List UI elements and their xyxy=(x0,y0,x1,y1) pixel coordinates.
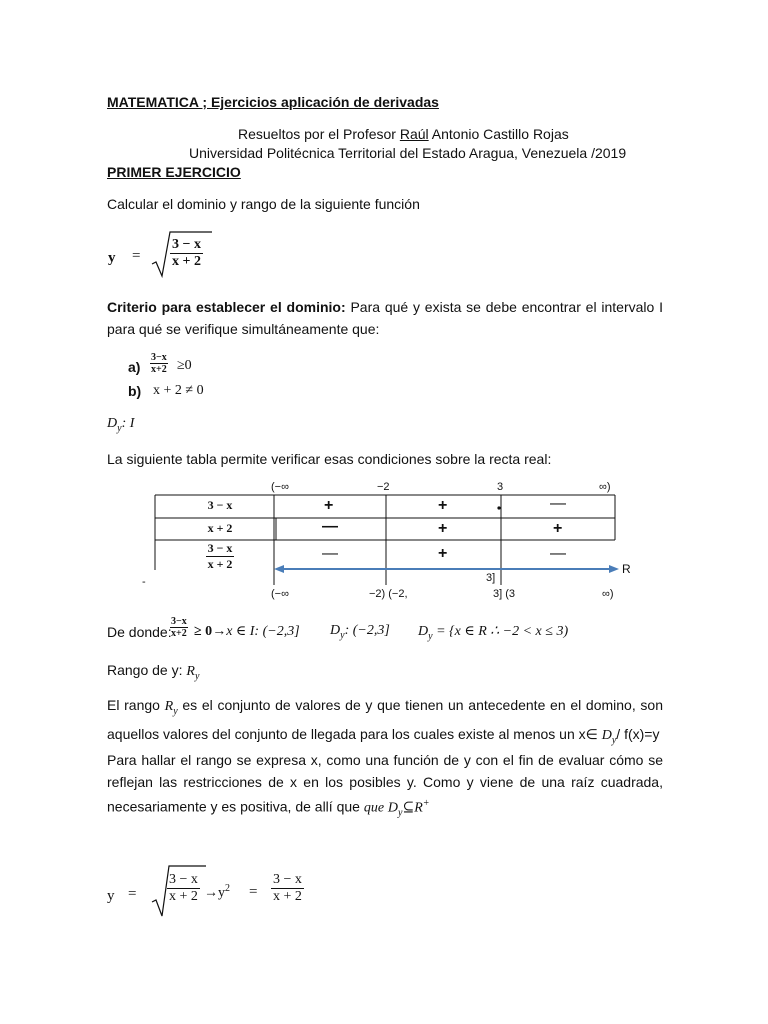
table-dash: - xyxy=(142,576,146,588)
top-tick-inf: ∞) xyxy=(599,481,611,493)
dy1-rest: : (−2,3] xyxy=(344,623,390,638)
function2-arrow xyxy=(204,883,230,902)
function2-fraction xyxy=(167,872,200,905)
dy2-rest: = {x ∈ R ∴ −2 < x ≤ 3) xyxy=(432,624,569,639)
function2-num: 3 − x xyxy=(169,872,198,887)
condition-a-den: x+2 xyxy=(151,364,167,375)
function2-den: x + 2 xyxy=(169,889,198,904)
table-intro: La siguiente tabla permite verificar esas condiciones sobre la recta real: xyxy=(107,451,552,467)
function1-num: 3 − x xyxy=(172,237,201,252)
de-donde-expr xyxy=(194,623,300,640)
top-tick-3: 3 xyxy=(497,481,504,493)
para1-dsub: y xyxy=(611,734,617,746)
para1-d: D xyxy=(601,727,612,743)
author-name: Raúl xyxy=(399,126,429,142)
institution-line: Universidad Politécnica Territorial del Estado Aragua, Venezuela /2019 xyxy=(189,145,627,161)
de-donde-dy1 xyxy=(330,623,390,641)
rango-paragraph xyxy=(107,694,663,752)
para1-c: / f(x)=y xyxy=(616,725,660,742)
author-prefix: Resueltos por el Profesor xyxy=(238,126,400,142)
para1-a: El rango xyxy=(107,697,165,713)
row1-sign-1: + xyxy=(324,497,334,514)
de-donde-prefix: De donde: xyxy=(107,624,172,640)
dy-sub: y xyxy=(117,422,122,434)
de-donde-rel: ≥ 0 xyxy=(194,624,213,639)
row3-label xyxy=(190,541,250,572)
para1-sub: y xyxy=(173,705,178,717)
para2-sup: + xyxy=(422,798,430,809)
row3-label-den: x + 2 xyxy=(207,557,233,571)
para2-d: D xyxy=(387,800,399,816)
condition-b-expr: x + 2 ≠ 0 xyxy=(153,383,204,398)
function2-den2: x + 2 xyxy=(273,889,302,904)
para2-dsub: y xyxy=(398,807,403,819)
bottom-tick-3: 3] (3 xyxy=(493,588,516,600)
row3-sign-1: — xyxy=(322,545,338,562)
function1-eq: = xyxy=(132,248,141,264)
row2-label: x + 2 xyxy=(207,521,233,535)
de-donde-num: 3−x xyxy=(171,616,187,627)
criterio-text: Para qué y exista se debe encontrar el intervalo I para qué se verifique simultáneamente que: xyxy=(107,299,663,337)
dy1-d: D xyxy=(330,623,341,638)
row1-sign-3: — xyxy=(550,495,566,512)
condition-a-label: a) xyxy=(128,359,141,375)
author-suffix: Antonio Castillo Rojas xyxy=(428,126,569,142)
function1-lhs: y xyxy=(108,250,116,266)
section-title: PRIMER EJERCICIO xyxy=(107,164,241,180)
de-donde-dy2 xyxy=(418,623,568,642)
criterio-bold: Criterio para establecer el dominio: xyxy=(107,299,346,315)
para2-text: Para hallar el rango se expresa x, como una función de y con el fin de evaluar cómo se reflejan las restricciones de x en los posibles y. Como y viene de una raíz cuadrada, necesariamente y es positiva, de allí que xyxy=(107,752,663,815)
dy2-sub: y xyxy=(428,630,433,642)
function2-arrow-text: →y xyxy=(204,885,225,901)
bottom-tick-2: −2) (−2, xyxy=(369,588,408,600)
condition-b-label: b) xyxy=(128,383,142,399)
function2-square: 2 xyxy=(225,883,230,894)
de-donde-den: x+2 xyxy=(171,628,187,639)
axis-label-r: R xyxy=(622,562,631,576)
function2-num2: 3 − x xyxy=(273,872,302,887)
condition-a-tail: ≥0 xyxy=(177,358,192,373)
dy1-sub: y xyxy=(340,629,345,641)
dy2-d: D xyxy=(418,624,429,639)
row2-sign-3: + xyxy=(553,520,563,537)
para1-r: R xyxy=(164,699,174,714)
function2-eq2: = xyxy=(249,884,258,900)
para2-tail: ⊆R xyxy=(402,800,423,816)
row2-sign-2: + xyxy=(438,520,448,537)
top-tick-neg2: −2 xyxy=(377,481,390,493)
dy-rest: : I xyxy=(121,416,135,431)
row1-sign-2: + xyxy=(438,497,448,514)
range-method-paragraph xyxy=(107,749,663,824)
function2-fraction2 xyxy=(271,872,304,905)
condition-a-num: 3−x xyxy=(151,352,167,363)
function2-lhs: y xyxy=(107,888,115,904)
rango-line xyxy=(107,662,199,682)
top-tick-neg-inf: (−∞ xyxy=(271,481,289,493)
row3-sign-2: + xyxy=(438,545,448,562)
rango-r: R xyxy=(186,664,195,679)
row3-label-num: 3 − x xyxy=(207,541,233,555)
function2-eq: = xyxy=(128,886,137,902)
bottom-tick-4: ∞) xyxy=(602,588,614,600)
row3-sign-3: — xyxy=(550,545,566,562)
document-title: MATEMATICA ; Ejercicios aplicación de derivadas xyxy=(107,94,439,110)
row1-label: 3 − x xyxy=(207,498,233,512)
mid-mark: 3] xyxy=(486,572,496,584)
rango-sub: y xyxy=(194,670,200,682)
de-donde-arrow: →x ∈ I: (−2,3] xyxy=(212,624,300,639)
para1-b: es el conjunto de valores de y que tienen un antecedente en el domino, son aquellos valores del conjunto de llegada para los cuales existe al menos un x∈ xyxy=(107,697,663,742)
function1-den: x + 2 xyxy=(172,254,201,269)
row2-sign-1: — xyxy=(322,518,338,535)
bottom-tick-1: (−∞ xyxy=(271,588,289,600)
de-donde-fraction xyxy=(170,616,188,639)
intro-text: Calcular el dominio y rango de la siguiente función xyxy=(107,196,420,212)
dy-d: D xyxy=(107,416,118,431)
para2-que: que xyxy=(363,800,385,816)
rango-text: Rango de y: xyxy=(107,662,187,678)
